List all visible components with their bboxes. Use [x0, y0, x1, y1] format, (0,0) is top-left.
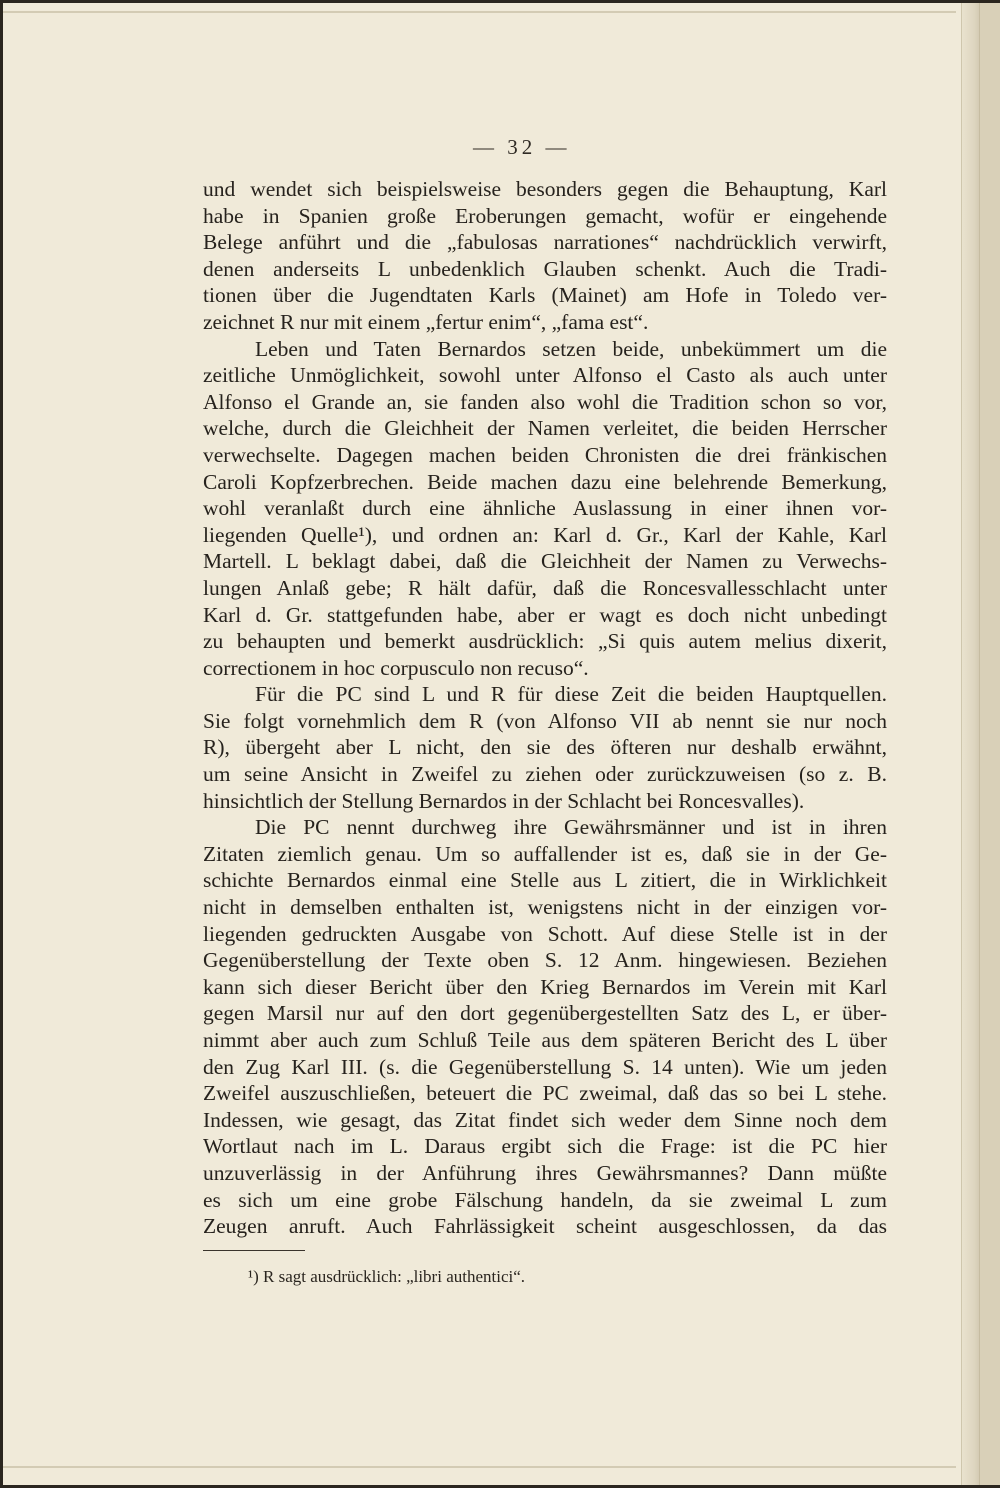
text-line: habe in Spanien große Eroberungen gemacht, wofür er eingehende: [203, 203, 887, 228]
text-line: Zitaten ziemlich genau. Um so auffallender ist es, daß sie in der Ge-: [203, 841, 887, 866]
text-line: kann sich dieser Bericht über den Krieg Bernardos im Verein mit Karl: [203, 974, 887, 999]
text-line: nimmt aber auch zum Schluß Teile aus dem späteren Bericht des L über: [203, 1028, 887, 1052]
text-line: es sich um eine grobe Fälschung handeln, da sie zweimal L zum: [203, 1187, 887, 1212]
text-line: lungen Anlaß gebe; R hält dafür, daß die Roncesvallesschlacht unter: [203, 575, 887, 600]
page-edge-underlay: [979, 3, 1000, 1485]
page-number: — 32 —: [473, 135, 571, 159]
text-line: Caroli Kopfzerbrechen. Beide machen dazu eine belehrende Bemerkung,: [203, 469, 887, 494]
text-line: Zeugen anruft. Auch Fahrlässigkeit scheint ausgeschlossen, da das: [203, 1214, 887, 1239]
text-line: R), übergeht aber L nicht, den sie des öfteren nur deshalb erwähnt,: [203, 735, 887, 760]
text-line: zeitliche Unmöglichkeit, sowohl unter Alfonso el Casto als auch unter: [203, 363, 887, 388]
text-line: Für die PC sind L und R für diese Zeit die beiden Hauptquellen.: [255, 682, 887, 707]
text-line: hinsichtlich der Stellung Bernardos in der Schlacht bei Roncesvalles).: [203, 788, 805, 813]
text-line: wohl veranlaßt durch eine ähnliche Auslassung in einer ihnen vor-: [203, 496, 887, 521]
text-line: Leben und Taten Bernardos setzen beide, unbekümmert um die: [255, 336, 887, 361]
footnote-separator: [203, 1250, 305, 1251]
text-line: liegenden Quelle¹), und ordnen an: Karl d. Gr., Karl der Kahle, Karl: [203, 522, 887, 547]
text-line: denen anderseits L unbedenklich Glauben schenkt. Auch die Tradi-: [203, 256, 887, 281]
text-line: zeichnet R nur mit einem „fertur enim“, „fama est“.: [203, 309, 649, 334]
text-line: schichte Bernardos einmal eine Stelle aus L zitiert, die in Wirklichkeit: [203, 868, 887, 893]
top-edge-line: [3, 11, 956, 13]
text-line: correctionem in hoc corpusculo non recuso“.: [203, 655, 589, 680]
text-line: welche, durch die Gleichheit der Namen verleitet, die beiden Herrscher: [203, 416, 887, 441]
text-line: nicht in demselben enthalten ist, wenigstens nicht in der einzigen vor-: [203, 895, 887, 920]
text-line: Zweifel auszuschließen, beteuert die PC zweimal, daß das so bei L stehe.: [203, 1081, 887, 1106]
text-line: Sie folgt vornehmlich dem R (von Alfonso VII ab nennt sie nur noch: [203, 708, 887, 733]
bottom-edge-line: [3, 1466, 956, 1468]
text-line: Belege anführt und die „fabulosas narrationes“ nachdrücklich verwirft,: [203, 230, 887, 255]
text-line: tionen über die Jugendtaten Karls (Mainet) am Hofe in Toledo ver-: [203, 283, 887, 308]
text-line: Gegenüberstellung der Texte oben S. 12 Anm. hingewiesen. Beziehen: [203, 948, 887, 973]
footnote: ¹) R sagt ausdrücklich: „libri authentici“.: [248, 1267, 526, 1286]
text-line: Indessen, wie gesagt, das Zitat findet sich weder dem Sinne noch dem: [203, 1107, 887, 1132]
text-line: Karl d. Gr. stattgefunden habe, aber er wagt es doch nicht unbedingt: [203, 602, 887, 627]
text-line: den Zug Karl III. (s. die Gegenüberstellung S. 14 unten). Wie um jeden: [203, 1054, 887, 1079]
text-line: gegen Marsil nur auf den dort gegenübergestellten Satz des L, er über-: [203, 1001, 887, 1026]
text-line: zu behaupten und bemerkt ausdrücklich: „Si quis autem melius dixerit,: [203, 629, 887, 654]
text-line: Die PC nennt durchweg ihre Gewährsmänner und ist in ihren: [255, 815, 887, 840]
text-line: verwechselte. Dagegen machen beiden Chronisten die drei fränkischen: [203, 442, 887, 467]
text-line: unzuverlässig in der Anführung ihres Gewährsmannes? Dann müßte: [203, 1160, 887, 1185]
text-line: liegenden gedruckten Ausgabe von Schott. Auf diese Stelle ist in der: [203, 921, 887, 946]
page-edge-shadow: [961, 3, 980, 1485]
body-text: [203, 176, 887, 1240]
text-line: um seine Ansicht in Zweifel zu ziehen oder zurückzuweisen (so z. B.: [203, 762, 887, 787]
text-line: Wortlaut nach im L. Daraus ergibt sich die Frage: ist die PC hier: [203, 1134, 887, 1159]
text-line: Alfonso el Grande an, sie fanden also wohl die Tradition schon so vor,: [203, 389, 887, 414]
text-line: Martell. L beklagt dabei, daß die Gleichheit der Namen zu Verwechs-: [203, 549, 887, 574]
text-line: und wendet sich beispielsweise besonders gegen die Behauptung, Karl: [203, 177, 887, 201]
